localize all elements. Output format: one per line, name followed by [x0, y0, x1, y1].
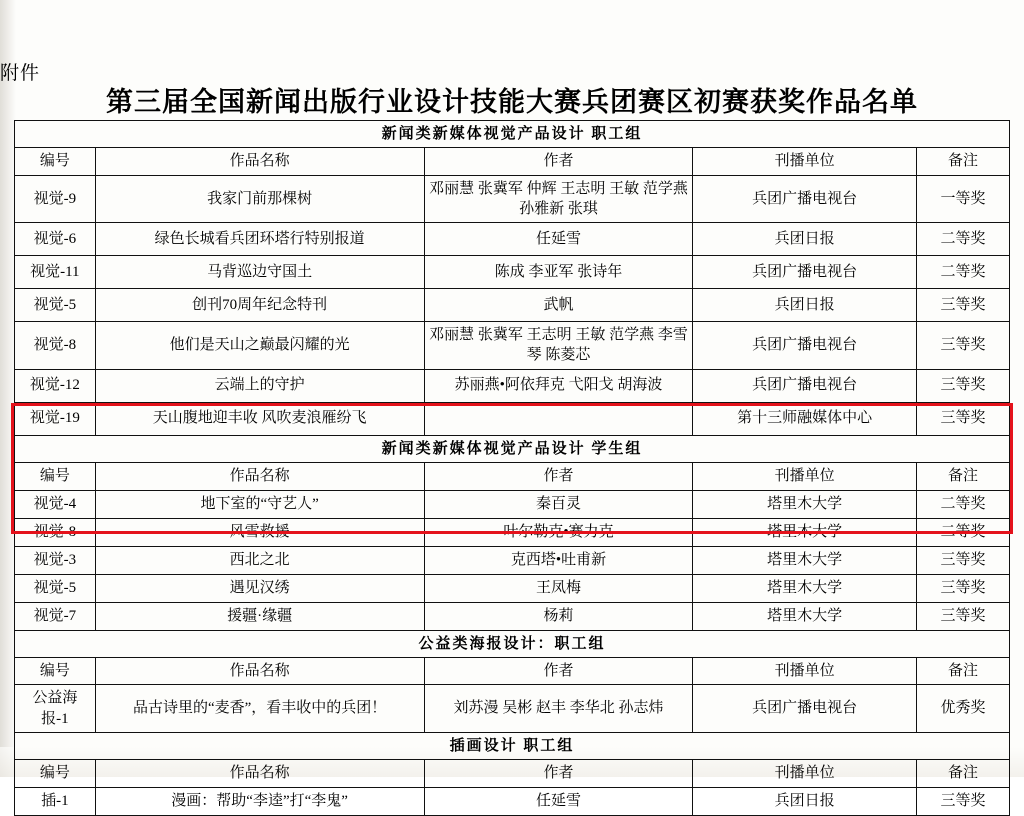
table-row [15, 602, 1010, 630]
cell-author: 陈成 李亚军 张诗年 [424, 256, 693, 289]
cell-publisher: 兵团日报 [693, 223, 916, 256]
cell-publisher: 兵团日报 [693, 788, 916, 816]
cell-no: 视觉-7 [15, 602, 96, 630]
cell-publisher: 兵团广播电视台 [693, 322, 916, 370]
cell-no: 视觉-11 [15, 256, 96, 289]
table-row [15, 256, 1010, 289]
cell-no: 视觉-5 [15, 289, 96, 322]
table-row [15, 322, 1010, 370]
section-heading-row [15, 732, 1010, 759]
cell-work-name: 地下室的“守艺人” [95, 490, 424, 518]
column-header-publisher: 刊播单位 [693, 760, 916, 788]
table-row [15, 546, 1010, 574]
table-row [15, 490, 1010, 518]
cell-publisher: 塔里木大学 [693, 574, 916, 602]
cell-author: 克西塔•吐甫新 [424, 546, 693, 574]
cell-remark: 三等奖 [916, 602, 1009, 630]
column-header-author: 作者 [424, 658, 693, 685]
cell-work-name: 我家门前那棵树 [95, 175, 424, 223]
column-header-row [15, 658, 1010, 685]
cell-publisher: 兵团广播电视台 [693, 256, 916, 289]
section-heading: 插画设计 职工组 [15, 732, 1010, 759]
cell-work-name: 马背巡边守国土 [95, 256, 424, 289]
cell-work-name: 天山腹地迎丰收 风吹麦浪雁纷飞 [95, 402, 424, 435]
cell-author: 秦百灵 [424, 490, 693, 518]
cell-publisher: 塔里木大学 [693, 602, 916, 630]
cell-remark: 三等奖 [916, 369, 1009, 402]
cell-remark: 二等奖 [916, 518, 1009, 546]
cell-work-name: 风雪救援 [95, 518, 424, 546]
column-header-remark: 备注 [916, 462, 1009, 490]
cell-author: 武帆 [424, 289, 693, 322]
section-heading-row [15, 121, 1010, 148]
cell-author [424, 402, 693, 435]
cell-publisher: 兵团广播电视台 [693, 175, 916, 223]
cell-work-name: 援疆·缘疆 [95, 602, 424, 630]
cell-author: 邓丽慧 张冀军 仲辉 王志明 王敏 范学燕 孙雅新 张琪 [424, 175, 693, 223]
column-header-work-name: 作品名称 [95, 760, 424, 788]
cell-publisher: 第十三师融媒体中心 [693, 402, 916, 435]
award-list-table [14, 120, 1010, 816]
column-header-no: 编号 [15, 462, 96, 490]
column-header-row [15, 760, 1010, 788]
cell-author: 王凤梅 [424, 574, 693, 602]
column-header-remark: 备注 [916, 760, 1009, 788]
column-header-no: 编号 [15, 658, 96, 685]
cell-publisher: 兵团广播电视台 [693, 685, 916, 733]
section-heading: 公益类海报设计：职工组 [15, 630, 1010, 657]
cell-author: 杨莉 [424, 602, 693, 630]
column-header-row [15, 462, 1010, 490]
cell-no: 视觉-4 [15, 490, 96, 518]
section-heading: 新闻类新媒体视觉产品设计 学生组 [15, 435, 1010, 462]
table-row [15, 289, 1010, 322]
cell-remark: 三等奖 [916, 574, 1009, 602]
cell-author: 刘苏漫 吴彬 赵丰 李华北 孙志炜 [424, 685, 693, 733]
column-header-author: 作者 [424, 148, 693, 175]
cell-remark: 一等奖 [916, 175, 1009, 223]
cell-remark: 优秀奖 [916, 685, 1009, 733]
column-header-work-name: 作品名称 [95, 148, 424, 175]
cell-remark: 二等奖 [916, 256, 1009, 289]
table-row [15, 685, 1010, 733]
cell-no: 视觉-8 [15, 518, 96, 546]
column-header-no: 编号 [15, 760, 96, 788]
cell-work-name: 创刊70周年纪念特刊 [95, 289, 424, 322]
section-heading: 新闻类新媒体视觉产品设计 职工组 [15, 121, 1010, 148]
cell-remark: 二等奖 [916, 490, 1009, 518]
cell-work-name: 西北之北 [95, 546, 424, 574]
column-header-work-name: 作品名称 [95, 462, 424, 490]
table-row [15, 175, 1010, 223]
table-row [15, 518, 1010, 546]
column-header-remark: 备注 [916, 148, 1009, 175]
cell-no: 视觉-9 [15, 175, 96, 223]
cell-no: 视觉-6 [15, 223, 96, 256]
cell-work-name: 漫画：帮助“李逵”打“李鬼” [95, 788, 424, 816]
column-header-no: 编号 [15, 148, 96, 175]
cell-no: 视觉-12 [15, 369, 96, 402]
page-title: 第三届全国新闻出版行业设计技能大赛兵团赛区初赛获奖作品名单 [106, 87, 918, 117]
cell-author: 任延雪 [424, 788, 693, 816]
table-row [15, 402, 1010, 435]
column-header-remark: 备注 [916, 658, 1009, 685]
column-header-author: 作者 [424, 462, 693, 490]
section-heading-row [15, 630, 1010, 657]
cell-no: 视觉-3 [15, 546, 96, 574]
table-row [15, 223, 1010, 256]
cell-remark: 三等奖 [916, 402, 1009, 435]
column-header-publisher: 刊播单位 [693, 462, 916, 490]
cell-remark: 二等奖 [916, 223, 1009, 256]
cell-work-name: 绿色长城看兵团环塔行特别报道 [95, 223, 424, 256]
cell-author: 苏丽燕•阿依拜克 弋阳戈 胡海波 [424, 369, 693, 402]
cell-work-name: 遇见汉绣 [95, 574, 424, 602]
cell-publisher: 兵团广播电视台 [693, 369, 916, 402]
column-header-publisher: 刊播单位 [693, 148, 916, 175]
cell-remark: 三等奖 [916, 322, 1009, 370]
cell-work-name: 云端上的守护 [95, 369, 424, 402]
cell-no: 视觉-19 [15, 402, 96, 435]
cell-remark: 三等奖 [916, 546, 1009, 574]
cell-remark: 三等奖 [916, 289, 1009, 322]
table-row [15, 788, 1010, 816]
table-row [15, 574, 1010, 602]
cell-author: 邓丽慧 张冀军 王志明 王敏 范学燕 李雪琴 陈菱芯 [424, 322, 693, 370]
section-heading-row [15, 435, 1010, 462]
column-header-publisher: 刊播单位 [693, 658, 916, 685]
cell-no: 公益海报-1 [15, 685, 96, 733]
cell-publisher: 塔里木大学 [693, 490, 916, 518]
column-header-author: 作者 [424, 760, 693, 788]
cell-publisher: 兵团日报 [693, 289, 916, 322]
cell-no: 视觉-5 [15, 574, 96, 602]
cell-publisher: 塔里木大学 [693, 546, 916, 574]
cell-no: 视觉-8 [15, 322, 96, 370]
column-header-row [15, 148, 1010, 175]
column-header-work-name: 作品名称 [95, 658, 424, 685]
cell-no: 插-1 [15, 788, 96, 816]
table-row [15, 369, 1010, 402]
cell-author: 叶尔勒克•赛力克 [424, 518, 693, 546]
cell-remark: 三等奖 [916, 788, 1009, 816]
cell-work-name: 品古诗里的“麦香”，看丰收中的兵团！ [95, 685, 424, 733]
cell-publisher: 塔里木大学 [693, 518, 916, 546]
attachment-label: 附件 [0, 63, 41, 84]
cell-author: 任延雪 [424, 223, 693, 256]
cell-work-name: 他们是天山之巅最闪耀的光 [95, 322, 424, 370]
